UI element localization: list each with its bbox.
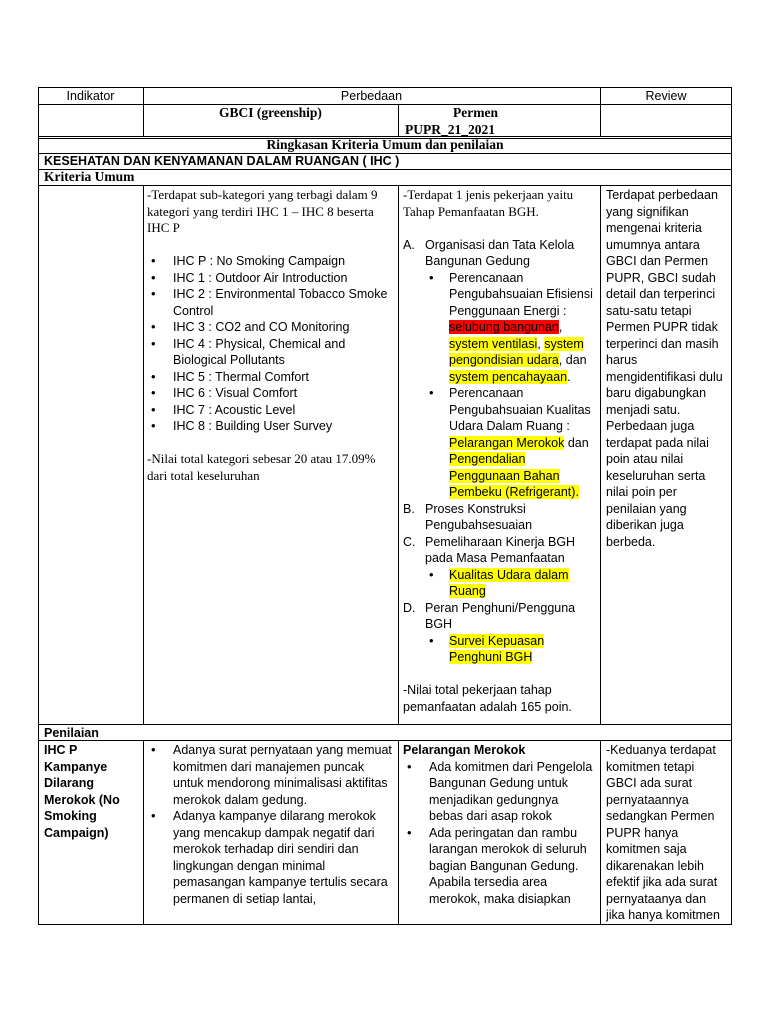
list-item [403,534,595,600]
list-item: • IHC 4 : Physical, Chemical and Biological Pollutants [147,336,393,369]
text-segment: Perencanaan Pengubahsuaian Kualitas Udara Dalam Ruang : [449,386,591,433]
list-marker: D. [403,600,416,615]
list-item [403,237,595,501]
list-item: • IHC 3 : CO2 and CO Monitoring [147,319,393,336]
penilaian-permen-cell [403,742,595,907]
kriteria-review: Terdapat perbedaan yang signifikan mengenai kriteria umumnya antara GBCI dan Permen PUPR, GBCI sudah detail dan terperinci satu-satu tetapi Permen PUPR tidak terperinci dan masih harus mengidentifikasi dulu baru digabungkan menjadi satu. Perbedaan juga terdapat pada nilai poin atau nilai keseluruhan serta nilai poin per penilaian yang diberikan juga berbeda. [606,188,723,549]
ihc-list [147,253,393,435]
penilaian-permen-title: Pelarangan Merokok [403,743,526,757]
list-item [403,501,595,534]
text-segment: . [567,369,571,384]
header-permen-line1: Permen [453,105,498,120]
text-segment: , [558,320,563,334]
header-indikator: Indikator [66,89,115,103]
highlight-yellow: Pelarangan Merokok [449,435,565,450]
header-permen-line2: PUPR_21_2021 [405,121,495,137]
permen-list [403,237,595,666]
list-item: • IHC 2 : Environmental Tobacco Smoke Control [147,286,393,319]
kriteria-permen-cell [403,187,595,715]
list-item: • IHC 7 : Acoustic Level [147,402,393,419]
kriteria-permen-nilai: -Nilai total pekerjaan tahap pemanfaatan adalah 165 poin. [403,683,572,714]
sub-list [425,567,595,600]
highlight-yellow: system ventilasi [449,336,538,351]
sub-list [425,270,595,501]
penilaian-gbci-cell [147,742,393,907]
penilaian-review: -Keduanya terdapat komitmen tetapi GBCI ada surat pernyataannya sedangkan Permen PUPR hanya komitmen saja dikarenakan lebih efektif jika ada surat pernyataanya dan jika hanya komitmen [606,743,720,922]
highlight-red: selubung bangunan [449,320,559,334]
list-marker: B. [403,501,415,516]
col-divider [398,740,399,925]
list-item-label: Proses Konstruksi Pengubahsesuaian [425,501,533,532]
list-marker: C. [403,534,416,549]
text-segment: , [537,336,545,351]
kriteria-umum-label: Kriteria Umum [44,169,135,184]
col-divider [143,740,144,925]
penilaian-gbci-list [147,742,393,907]
highlight-yellow: Pengendalian Penggunaan Bahan Pembeku (Refrigerant). [449,452,579,499]
list-item-label: Pemeliharaan Kinerja BGH pada Masa Pemanfaatan [425,534,576,565]
col-divider [398,185,399,724]
header-permen [405,105,595,138]
list-item: • Ada komitmen dari Pengelola Bangunan Gedung untuk menjadikan gedungnya bebas dari asap rokok [403,759,595,825]
section-title: KESEHATAN DAN KENYAMANAN DALAM RUANGAN ( IHC ) [44,154,400,168]
list-item [403,600,595,666]
highlight-yellow: Kualitas Udara dalam Ruang [449,567,569,598]
header-perbedaan: Perbedaan [340,89,403,103]
list-item [425,633,595,666]
list-item: • IHC 6 : Visual Comfort [147,385,393,402]
kriteria-gbci-nilai: -Nilai total kategori sebesar 20 atau 17.09% dari total keseluruhan [147,451,376,483]
text-segment: Perencanaan Pengubahsuaian Efisiensi Penggunaan Energi : [449,270,593,318]
list-item: • Adanya surat pernyataan yang memuat komitmen dari manajemen puncak untuk mendorong minimalisasi aktifitas merokok dalam gedung. [147,742,393,808]
list-item: • Ada peringatan dan rambu larangan merokok di seluruh bagian Bangunan Gedung. Apabila tersedia area merokok, maka disiapkan [403,825,595,908]
col-divider [600,185,601,724]
col-divider [398,104,399,137]
penilaian-indikator: IHC P Kampanye Dilarang Merokok (No Smoking Campaign) [44,743,120,840]
list-item [425,270,595,386]
header-gbci: GBCI (greenship) [219,105,322,120]
penilaian-permen-list [403,759,595,908]
list-item: • IHC 8 : Building User Survey [147,418,393,435]
list-item-label: Peran Penghuni/Pengguna BGH [425,600,576,631]
header-review: Review [645,89,687,103]
col-divider [143,185,144,724]
list-item [425,567,595,600]
list-item: • IHC P : No Smoking Campaign [147,253,393,270]
sub-list [425,633,595,666]
kriteria-gbci-cell [147,187,393,484]
highlight-yellow: system pengondisian udara [449,336,584,367]
kriteria-gbci-intro: -Terdapat sub-kategori yang terbagi dalam 9 kategori yang terdiri IHC 1 – IHC 8 beserta IHC P [147,187,378,235]
list-item: • IHC 5 : Thermal Comfort [147,369,393,386]
list-item: • Adanya kampanye dilarang merokok yang mencakup dampak negatif dari merokok terhadap diri sendiri dan lingkungan dengan minimal pemasangan kampanye tertulis secara permanen di setiap lantai, [147,808,393,907]
text-segment: , dan [558,353,587,367]
highlight-yellow: system pencahayaan [449,369,568,384]
col-divider [600,740,601,925]
list-item [425,385,595,501]
text-segment: dan [564,435,589,450]
highlight-yellow: Survei Kepuasan Penghuni BGH [449,633,545,664]
kriteria-permen-intro: -Terdapat 1 jenis pekerjaan yaitu Tahap Pemanfaatan BGH. [403,187,574,219]
list-item-label: Organisasi dan Tata Kelola Bangunan Gedung [425,237,575,268]
list-marker: A. [403,237,415,252]
ringkasan-title: Ringkasan Kriteria Umum dan penilaian [266,137,504,152]
list-item: • IHC 1 : Outdoor Air Introduction [147,270,393,287]
penilaian-label: Penilaian [44,726,99,740]
